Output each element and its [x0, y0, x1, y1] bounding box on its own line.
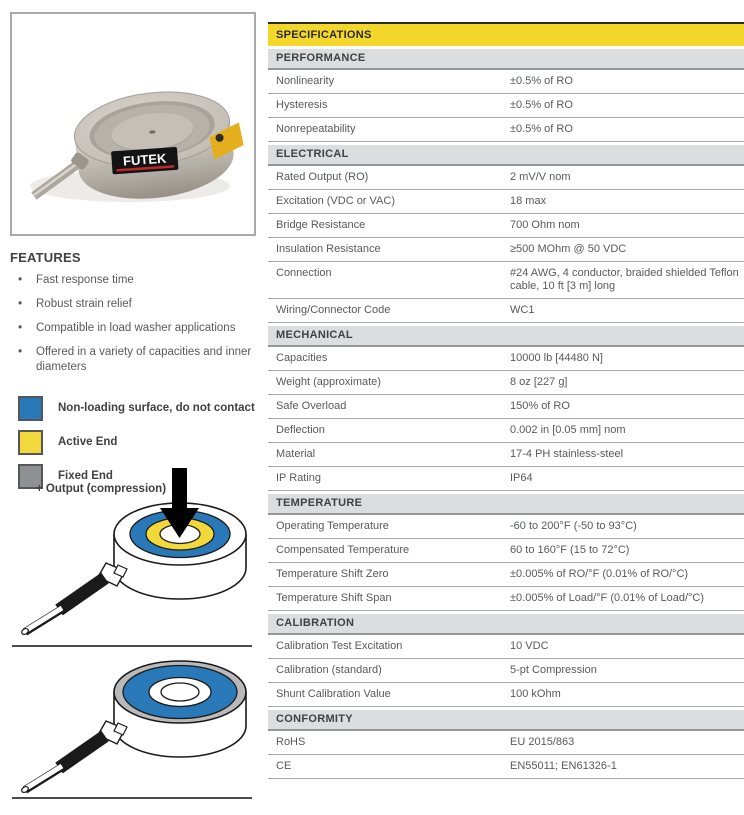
- spec-row-label: Nonlinearity: [276, 75, 335, 87]
- spec-row-value: IP64: [510, 472, 533, 484]
- spec-row: [268, 467, 744, 491]
- specifications-table: [268, 22, 744, 779]
- spec-row-label: RoHS: [276, 736, 306, 748]
- spec-section-header: MECHANICAL: [268, 326, 744, 347]
- spec-sections: [268, 49, 744, 779]
- spec-row-label: Operating Temperature: [276, 520, 389, 532]
- spec-row-value: 700 Ohm nom: [510, 219, 580, 231]
- spec-row-label: Temperature Shift Zero: [276, 568, 389, 580]
- feature-item: • Compatible in load washer applications: [10, 321, 264, 336]
- spec-row: [268, 118, 744, 142]
- spec-row-value: ±0.005% of Load/°F (0.01% of Load/°C): [510, 592, 705, 604]
- spec-row-label: Wiring/Connector Code: [276, 304, 391, 316]
- spec-row: [268, 515, 744, 539]
- spec-row: [268, 166, 744, 190]
- product-photo-frame: [10, 12, 256, 236]
- spec-row: [268, 539, 744, 563]
- spec-row-value: 0.002 in [0.05 mm] nom: [510, 424, 626, 436]
- spec-row: [268, 262, 744, 299]
- legend-swatch: [18, 430, 43, 455]
- legend-label: Fixed End: [58, 470, 113, 482]
- spec-row-label: Capacities: [276, 352, 328, 364]
- output-compression-label: + Output (compression): [36, 483, 167, 495]
- spec-row-value: 18 max: [510, 195, 547, 207]
- washer-body: [114, 661, 246, 757]
- spec-row-label: Insulation Resistance: [276, 243, 381, 255]
- spec-row-value: 8 oz [227 g]: [510, 376, 568, 388]
- spec-row-value: EU 2015/863: [510, 736, 575, 748]
- spec-row-label: Safe Overload: [276, 400, 347, 412]
- spec-row-value: 2 mV/V nom: [510, 171, 571, 183]
- spec-row: [268, 587, 744, 611]
- specifications-header: SPECIFICATIONS: [268, 22, 744, 46]
- spec-section-header: TEMPERATURE: [268, 494, 744, 515]
- spec-row: [268, 731, 744, 755]
- inner-hole: [161, 683, 199, 701]
- spec-row: [268, 635, 744, 659]
- legend-label: Non-loading surface, do not contact: [58, 402, 255, 414]
- spec-row-value: ±0.005% of RO/°F (0.01% of RO/°C): [510, 568, 689, 580]
- cable: [21, 721, 127, 794]
- spec-row: [268, 443, 744, 467]
- load-washer-diagram-fixed-end: [10, 652, 258, 798]
- spec-row: [268, 755, 744, 779]
- spec-row-label: Excitation (VDC or VAC): [276, 195, 395, 207]
- spec-row-label: CE: [276, 760, 292, 772]
- legend-swatch: [18, 396, 43, 421]
- spec-row-label: IP Rating: [276, 472, 322, 484]
- legend-item: [18, 430, 258, 454]
- load-cell-photo: [12, 14, 254, 234]
- legend-item: [18, 396, 258, 420]
- spec-row-value: ≥500 MOhm @ 50 VDC: [510, 243, 627, 255]
- load-washer-diagram-active-end: [10, 468, 258, 646]
- feature-item: • Fast response time: [10, 273, 264, 288]
- spec-row-label: Calibration (standard): [276, 664, 382, 676]
- spec-row: [268, 683, 744, 707]
- divider-line: [12, 645, 252, 647]
- spec-row-value: ±0.5% of RO: [510, 123, 573, 135]
- spec-row-label: Temperature Shift Span: [276, 592, 392, 604]
- spec-row: [268, 214, 744, 238]
- spec-row-label: Nonrepeatability: [276, 123, 356, 135]
- spec-row-label: Hysteresis: [276, 99, 328, 111]
- spec-row: [268, 299, 744, 323]
- spec-row-value: 60 to 160°F (15 to 72°C): [510, 544, 630, 556]
- feature-item: • Robust strain relief: [10, 297, 264, 312]
- features-section: [10, 250, 258, 384]
- feature-item: • Offered in a variety of capacities and inner diameters: [10, 345, 264, 375]
- spec-row: [268, 395, 744, 419]
- spec-row-value: 150% of RO: [510, 400, 570, 412]
- spec-row-value: 100 kOhm: [510, 688, 561, 700]
- spec-row: [268, 70, 744, 94]
- spec-row: [268, 190, 744, 214]
- spec-section-header: CALIBRATION: [268, 614, 744, 635]
- features-title: FEATURES: [10, 250, 81, 265]
- spec-row-value: ±0.5% of RO: [510, 75, 573, 87]
- spec-row-value: 10 VDC: [510, 640, 549, 652]
- spec-row-label: Deflection: [276, 424, 325, 436]
- spec-row-label: Rated Output (RO): [276, 171, 369, 183]
- spec-section-header: CONFORMITY: [268, 710, 744, 731]
- spec-row-label: Calibration Test Excitation: [276, 640, 403, 652]
- cable: [21, 563, 127, 636]
- spec-row-label: Connection: [276, 267, 332, 279]
- legend-label: Active End: [58, 436, 118, 448]
- spec-row-value: -60 to 200°F (-50 to 93°C): [510, 520, 637, 532]
- spec-section-header: ELECTRICAL: [268, 145, 744, 166]
- features-list: [10, 273, 258, 375]
- spec-row: [268, 238, 744, 262]
- spec-row-label: Bridge Resistance: [276, 219, 366, 231]
- svg-text:FUTEK: FUTEK: [122, 150, 167, 169]
- spec-row-value: ±0.5% of RO: [510, 99, 573, 111]
- spec-row-value: 17-4 PH stainless-steel: [510, 448, 624, 460]
- spec-row-value: 5-pt Compression: [510, 664, 597, 676]
- spec-row-label: Shunt Calibration Value: [276, 688, 391, 700]
- spec-row-label: Weight (approximate): [276, 376, 381, 388]
- spec-row-value: 10000 lb [44480 N]: [510, 352, 603, 364]
- spec-row-label: Material: [276, 448, 316, 460]
- spec-row-value: EN55011; EN61326-1: [510, 760, 617, 772]
- spec-row-value: #24 AWG, 4 conductor, braided shielded Teflon cable, 10 ft [3 m] long: [510, 267, 739, 292]
- spec-row: [268, 563, 744, 587]
- spec-row: [268, 659, 744, 683]
- spec-row: [268, 94, 744, 118]
- spec-row: [268, 347, 744, 371]
- spec-row: [268, 371, 744, 395]
- spec-row-value: WC1: [510, 304, 535, 316]
- spec-section-header: PERFORMANCE: [268, 49, 744, 70]
- divider-line: [12, 797, 252, 799]
- spec-row-label: Compensated Temperature: [276, 544, 410, 556]
- spec-row: [268, 419, 744, 443]
